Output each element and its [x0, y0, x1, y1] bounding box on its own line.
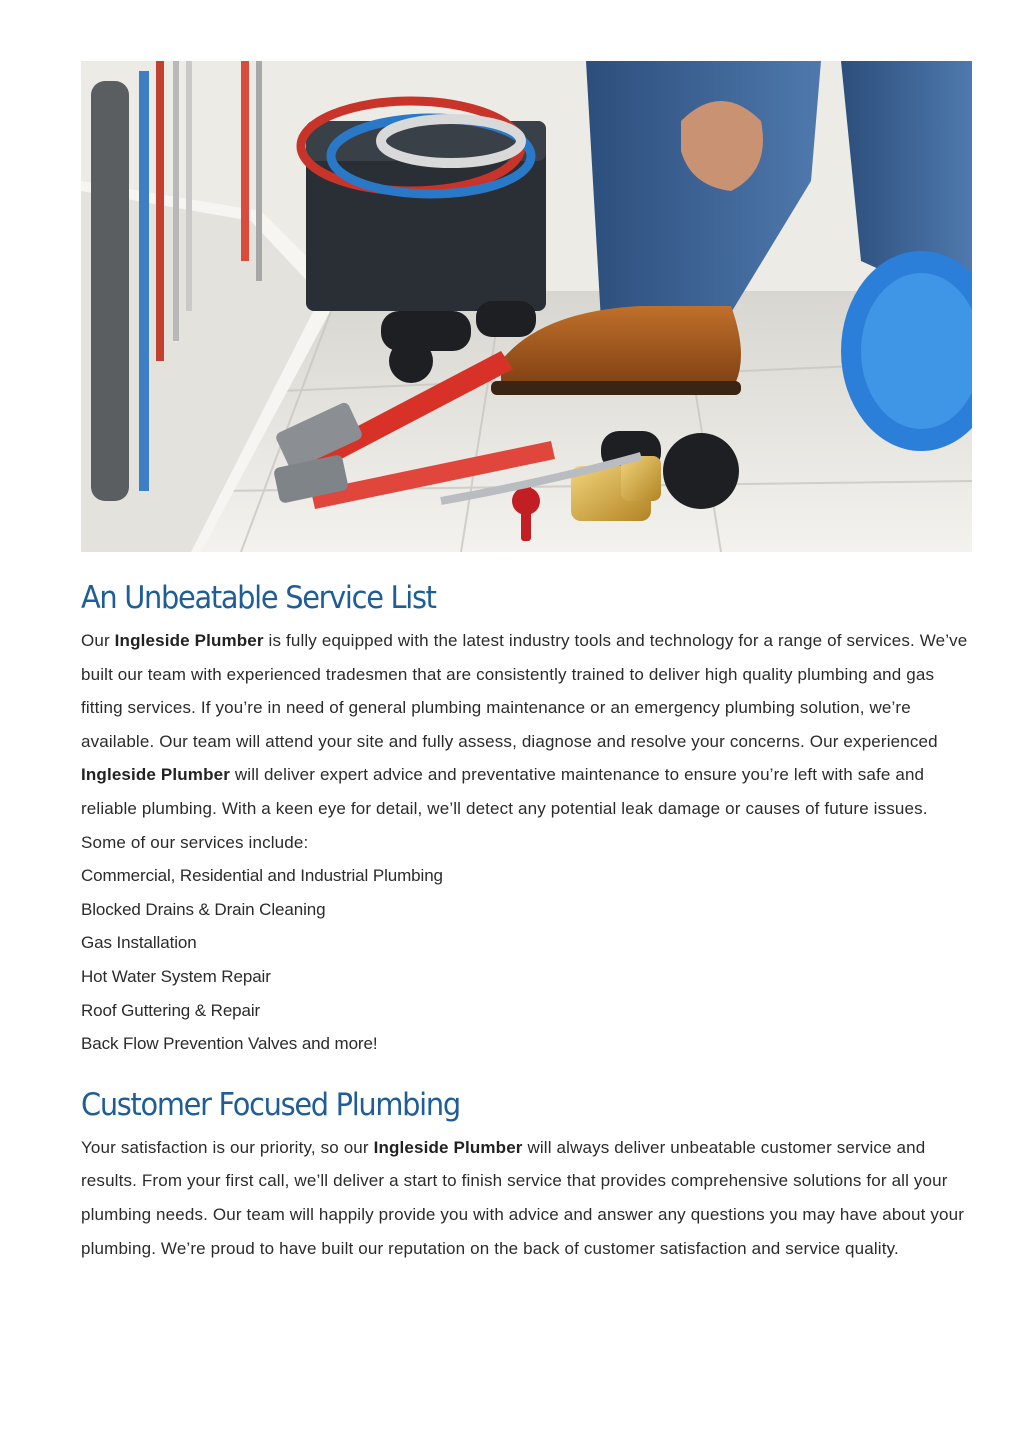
text-span: will always deliver unbeatable customer service and results. From your first call, we’ll deliver a start to finish service that provides comprehensive solutions for all your plumbing needs. Our team will happily provide you with advice and answer any questions you may have about your plumbing. We’re proud to have built our reputation on the back of customer satisfaction and service quality.	[81, 1137, 965, 1258]
service-intro-paragraph	[81, 624, 973, 826]
customer-focused-paragraph	[81, 1131, 973, 1265]
service-list-heading: An Unbeatable Service List	[81, 580, 436, 616]
text-span: Your satisfaction is our priority, so our	[81, 1137, 374, 1157]
list-item: Commercial, Residential and Industrial Plumbing	[81, 866, 443, 886]
customer-focused-heading: Customer Focused Plumbing	[81, 1086, 460, 1123]
text-span: is fully equipped with the latest industry tools and technology for a range of services. We’ve built our team with experienced tradesmen that are consistently trained to deliver high quality plumbing and gas fitting services. If you’re in need of general plumbing maintenance or an emergency plumbing solution, we’re available. Our team will attend your site and fully assess, diagnose and resolve your concerns. Our experienced	[81, 631, 968, 751]
business-name: Ingleside Plumber	[373, 1137, 523, 1157]
list-item: Roof Guttering & Repair	[81, 1000, 261, 1020]
hero-image	[81, 61, 972, 552]
list-item: Back Flow Prevention Valves and more!	[81, 1034, 378, 1054]
services-list	[81, 859, 973, 1061]
customer-focused-section	[81, 1079, 973, 1265]
business-name: Ingleside Plumber	[81, 765, 230, 785]
list-item: Gas Installation	[81, 933, 197, 953]
text-span: Our	[81, 631, 115, 650]
services-intro: Some of our services include:	[81, 832, 309, 852]
list-item: Hot Water System Repair	[81, 966, 271, 986]
main-content	[81, 572, 973, 1265]
plumber-tools-illustration	[81, 61, 972, 552]
business-name: Ingleside Plumber	[114, 631, 264, 650]
text-span: will deliver expert advice and preventative maintenance to ensure you’re left with safe and reliable plumbing. With a keen eye for detail, we’ll detect any potential leak damage or causes of future issues.	[81, 765, 928, 818]
list-item: Blocked Drains & Drain Cleaning	[81, 899, 326, 919]
